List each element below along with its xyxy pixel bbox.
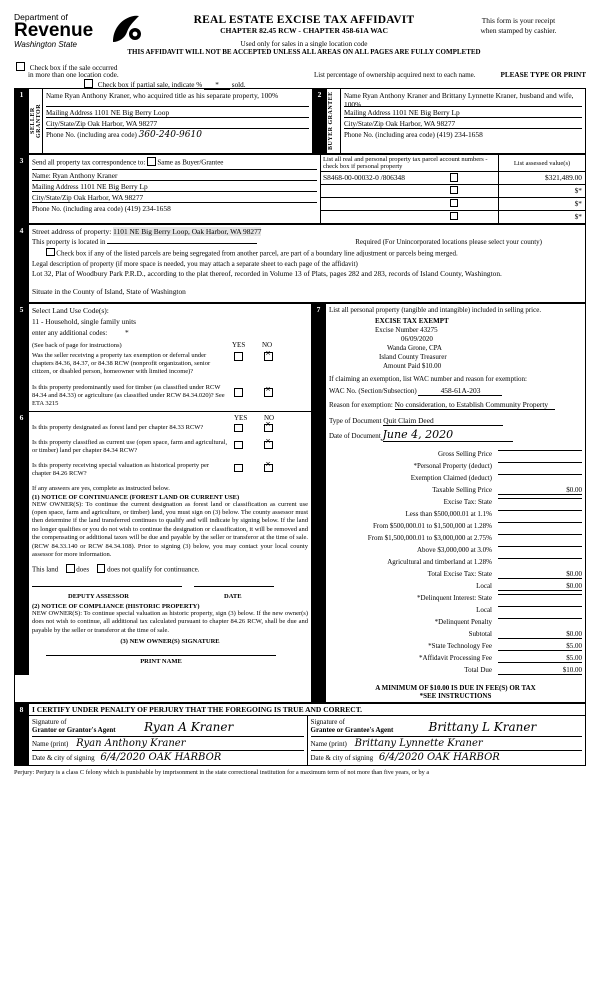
stamp-line2: Excise Number 43275 [375,326,438,334]
tax-value-12[interactable] [498,594,582,595]
affidavit-notice: THIS AFFIDAVIT WILL NOT BE ACCEPTED UNLESS ALL AREAS ON ALL PAGES ARE FULLY COMPLETED [127,48,481,56]
tax-label-9: Agricultural and timberland at 1.28% [387,558,492,566]
additional-codes-value[interactable]: * [125,328,129,337]
deputy-assessor-label: DEPUTY ASSESSOR [68,592,129,600]
section-4-number: 4 [15,224,29,303]
section-2-number: 2 [313,89,327,154]
doc-date-value[interactable]: June 4, 2020 [383,428,513,442]
doc-date-label: Date of Document [329,432,381,440]
tax-row-1 [329,462,582,474]
same-as-buyer-checkbox[interactable] [147,157,156,166]
please-type-note: PLEASE TYPE OR PRINT [500,71,586,79]
corr-mailing-row [32,180,317,191]
tax-label-3: Taxable Selling Price [432,486,492,494]
tax-value-9[interactable] [498,558,582,559]
corr-phone-label: Phone No. (including area code) [32,204,123,213]
s6-q2-yes-checkbox[interactable] [234,441,243,450]
parcel-number-3[interactable] [321,197,410,210]
tax-label-14: *Delinquent Penalty [434,618,492,626]
parcel-assessed-2[interactable]: $* [499,184,586,197]
partial-sale-pct[interactable]: * [204,81,230,90]
parcel-assessed-4[interactable]: $* [499,210,586,223]
document-header [14,10,586,58]
perjury-footer: Perjury: Perjury is a class C felony which is punishable by imprisonment in the state correctional institution for a maximum term of not more than five years, or by a [14,769,430,776]
seller-name-label: Name [46,92,63,100]
buyer-csz-label: City/State/Zip [344,120,384,128]
s6-q2-no-checkbox[interactable] [264,441,273,450]
tax-row-16 [329,642,582,654]
tax-value-2[interactable] [498,474,582,475]
ownership-pct-note: List percentage of ownership acquired next to each name. [314,71,476,79]
corr-phone-row [32,202,317,213]
s6-q1-yes-checkbox[interactable] [234,424,243,433]
land-use-code[interactable]: 11 - Household, single family units [32,317,137,326]
buyer-tab: BUYER GRANTEE [327,89,341,154]
segregation-row[interactable] [32,248,582,258]
seller-block [43,89,313,154]
section-5-table [15,304,311,411]
form-subtitle: CHAPTER 82.45 RCW - CHAPTER 458-61A WAC [220,26,388,35]
doc-type-value[interactable]: Quit Claim Deed [383,416,503,426]
s5-q1-row [32,352,308,382]
situate-line: Situate in the County of Island, State of Washington [32,287,186,296]
buyer-block [341,89,586,154]
notice2-title: (2) NOTICE OF COMPLIANCE (HISTORIC PROPERTY) [32,602,200,610]
grantor-sig-label1: Signature of [32,718,67,726]
grantor-date-label: Date & city of signing [32,754,95,762]
tax-row-9 [329,558,582,570]
s6-q2-row [32,439,308,459]
dept-line1: Department of [14,12,68,22]
segregation-label: Check box if any of the listed parcels are being segregated from another parcel, are part of a boundary line adjustment or parcels being merged. [56,249,458,257]
street-address-row [32,227,582,236]
s6-q1-label: Is this property designated as forest land per chapter 84.33 RCW? [32,423,204,431]
personal-property-header: List all personal property (tangible and intangible) included in selling price. [329,306,542,314]
tax-label-15: Subtotal [468,630,492,638]
tax-value-11[interactable]: $0.00 [498,582,582,591]
stamp-line6: Amount Paid $10.00 [383,362,442,370]
tax-row-17 [329,654,582,666]
dept-line2: Revenue [14,20,94,41]
tax-value-13[interactable] [498,606,582,607]
left-column [15,304,312,703]
street-address-value[interactable]: 1101 NE Big Berry Loop, Oak Harbor, WA 98277 [113,226,262,236]
wac-label: WAC No. (Section/Subsection) [329,387,417,395]
s5-no-header: NO [262,341,273,349]
new-owner-signature-line[interactable] [46,655,276,656]
parcel-number-4[interactable] [321,210,410,223]
s5-q1-yes-checkbox[interactable] [234,352,243,361]
segregation-checkbox[interactable] [46,248,55,257]
sections-567-table [14,303,586,703]
parcel-pp-check-1[interactable] [410,172,499,185]
section-5-number: 5 [15,304,29,411]
s6-if-any-note: If any answers are yes, complete as instructed below. [32,484,170,492]
seller-csz-label: City/State/Zip [46,120,86,128]
tax-value-17[interactable]: $5.00 [498,654,582,663]
tax-label-17: *Affidavit Processing Fee [419,654,492,662]
grantor-signature[interactable]: Ryan A Kraner [144,720,234,734]
tax-value-14[interactable] [498,618,582,619]
parties-table [14,88,586,154]
parcel-number-2[interactable] [321,184,410,197]
form-title: REAL ESTATE EXCISE TAX AFFIDAVIT [193,14,415,26]
wac-value[interactable]: 458-61A-203 [418,386,502,396]
see-back-note: (See back of page for instructions) [32,342,122,349]
parcel-assessed-1[interactable]: $321,489.00 [499,172,586,185]
sale-occurred-label: Check box if the sale occurred [29,64,118,72]
notice1-body: NEW OWNER(S): To continue the current designation as forest land or classification as current use (open space, farm and agriculture, or timber) land, you must sign on (3) below. The county assessor must then determine if the land transferred continues to qualify and will indicate by signing below. If the land no longer qualifies or you do not wish to continue the designation or classification, it will be removed and the compensating or additional taxes will be due and payable by the seller or transferor at the time of sale. (RCW 84.33.140 or RCW 84.34.108). Prior to signing (3) below, you may contact your local county assessor for more information. [32,500,308,559]
s6-q1-row [32,424,308,436]
assessed-header: List assessed value(s) [513,159,571,167]
tax-label-1: *Personal Property (deduct) [413,462,492,470]
does-not-label: does not [107,565,131,574]
corr-csz-label: City/State/Zip [32,193,72,202]
parcel-pp-check-2[interactable] [410,184,499,197]
stamp-line4: Wanda Grone, CPA [387,344,442,352]
buyer-phone-value[interactable]: (419) 234-1658 [436,130,483,139]
tax-label-16: *State Technology Fee [428,642,492,650]
receipt-line1: This form is your receipt [481,16,556,25]
qualify-label: qualify for continuance. [132,565,200,574]
sale-occurred-checkbox[interactable] [16,62,25,71]
tax-row-15 [329,630,582,642]
buyer-phone-label: Phone No. (including area code) [344,131,435,139]
s6-q3-label: Is this property receiving special valuation as historical property per chapter 84.26 RCW? [32,461,210,478]
tax-row-6 [329,522,582,534]
corr-name-label: Name: [32,171,51,180]
tax-row-7 [329,534,582,546]
deputy-assessor-date[interactable] [194,586,274,587]
partial-sale-label: Check box if partial sale, indicate % [97,81,203,89]
grantor-sign-block [29,716,307,765]
s6-q3-yes-checkbox[interactable] [234,464,243,473]
partial-sale-check[interactable] [84,79,246,90]
grantee-name-value[interactable]: Brittany Lynnette Kraner [354,738,483,749]
wac-row [329,386,582,396]
buyer-mailing-label: Mailing Address [344,109,391,117]
buyer-csz-row [344,117,582,128]
sale-occurred-label2: in more than one location code. [28,71,119,79]
doc-date-row [329,428,582,442]
property-address-block [29,224,586,303]
tax-value-18[interactable]: $10.00 [498,666,582,675]
corr-mailing-value[interactable]: 1101 NE Big Berry Lp [80,181,148,191]
tax-calc-table [329,450,582,678]
seller-csz-row [46,117,309,128]
form-title-block [164,14,444,35]
s5-q2-row [32,384,308,409]
reason-label: Reason for exemption: [329,401,393,409]
doc-type-label: Type of Document [329,417,382,425]
grantee-signature[interactable]: Brittany L Kraner [428,720,537,734]
section-8-number: 8 [15,704,29,766]
section-4-table [14,224,586,304]
tax-row-5 [329,510,582,522]
s6-q1-no-checkbox[interactable] [264,424,273,433]
partial-sale-checkbox[interactable] [84,79,93,88]
parcel-number-1[interactable]: S8468-00-00032-0 /806348 [321,172,410,185]
s6-yes-header: YES [234,413,248,422]
s5-yes-header: YES [232,341,246,349]
tax-value-3[interactable]: $0.00 [498,486,582,495]
reason-value[interactable]: No consideration, to Establish Community Property [395,400,555,410]
tax-label-12: *Delinquent Interest: State [416,594,492,602]
certification-block [29,704,586,766]
stamp-line3: 06/09/2020 [401,335,433,343]
tax-value-6[interactable] [498,522,582,523]
section-7-number: 7 [312,304,326,702]
does-label: does [76,565,90,574]
buyer-name-value[interactable]: Ryan Anthony Kraner and Brittany Lynnette Kraner, husband and wife, 100% [344,91,574,109]
tax-row-3 [329,486,582,498]
seller-phone-row [46,128,309,140]
legal-description-label: Legal description of property (if more space is needed, you may attach a separate sheet to each page of the affidavit) [32,260,358,268]
dept-line3: Washington State [14,40,78,49]
tax-value-15[interactable]: $0.00 [498,630,582,639]
seller-name-row [46,91,309,106]
tax-value-0[interactable] [498,450,582,451]
located-required-note: Required (For Unincorporated locations please select your county) [355,237,542,246]
tax-label-10: Total Excise Tax: State [427,570,492,578]
parcel-assessed-3[interactable]: $* [499,197,586,210]
section-3-table [14,154,586,224]
land-use-label: Select Land Use Code(s): [32,306,109,315]
s5-q2-no-checkbox[interactable] [264,388,273,397]
deputy-assessor-sig[interactable] [32,586,182,587]
tax-row-4 [329,498,582,510]
section-1-number: 1 [15,89,29,154]
seller-mailing-label: Mailing Address [46,109,93,117]
tax-label-0: Gross Selling Price [437,450,492,458]
seller-csz-value[interactable]: Oak Harbor, WA 98277 [87,119,158,128]
seller-tab: SELLER GRANTOR [29,89,43,154]
does-not-checkbox[interactable] [97,564,106,573]
grantor-name-value[interactable]: Ryan Anthony Kraner [76,738,186,749]
tax-row-0 [329,450,582,462]
corr-mailing-label: Mailing Address [32,182,79,191]
notice1-title: (1) NOTICE OF CONTINUANCE (FOREST LAND OR CURRENT USE) [32,493,240,501]
section-3-number: 3 [15,155,29,224]
grantor-name-label: Name (print) [32,740,69,748]
same-as-buyer-label: Same as Buyer/Grantee [157,158,224,167]
seller-phone-label: Phone No. (including area code) [46,131,137,139]
corr-csz-row [32,191,317,202]
s6-no-header: NO [264,413,275,422]
revenue-swirl-icon [109,12,143,46]
certify-statement: I CERTIFY UNDER PENALTY OF PERJURY THAT THE FOREGOING IS TRUE AND CORRECT. [29,704,585,716]
tax-row-13 [329,606,582,618]
this-land-row [32,564,308,574]
tax-label-5: Less than $500,000.01 at 1.1% [405,510,492,518]
send-correspondence-row [32,157,317,167]
grantor-sig-label2: Grantor or Grantor's Agent [32,726,116,734]
top-check-row [14,62,586,89]
this-land-label: This land [32,565,59,574]
legal-description-value[interactable]: Lot 32, Plat of Woodbury Park P.R.D., according to the plat thereof, recorded in Volume 13 of Plats, pages 282 and 283, records of Island County, Washington. [32,269,502,278]
grantee-sig-label1: Signature of [310,718,345,726]
tax-label-11: Local [476,582,492,590]
corr-phone-value[interactable]: (419) 234-1658 [124,203,171,213]
s6-q3-row [32,462,308,482]
deputy-date-label: DATE [224,592,242,600]
tax-value-5[interactable] [498,510,582,511]
receipt-note [451,16,586,36]
corr-name-row [32,169,317,180]
s5-q2-yes-checkbox[interactable] [234,388,243,397]
section-7-column [312,304,586,703]
partial-sale-sold: sold. [231,81,246,89]
s6-q3-no-checkbox[interactable] [264,464,273,473]
section-6-number: 6 [15,411,29,675]
corr-name-value[interactable]: Ryan Anthony Kraner [52,170,118,180]
parcel-pp-check-4[interactable] [410,210,499,223]
seller-name-value[interactable]: Ryan Anthony Kraner, who acquired title as his separate property, 100% [64,91,279,100]
tax-row-8 [329,546,582,558]
tax-value-16[interactable]: $5.00 [498,642,582,651]
tax-label-13: Local [476,606,492,614]
tax-row-18 [329,666,582,678]
section-8-table [14,703,586,766]
tax-label-4: Excise Tax: State [443,498,492,506]
buyer-mailing-value[interactable]: 1101 NE Big Berry Lp [392,108,460,117]
tax-label-2: Exemption Claimed (deduct) [410,474,492,482]
tax-row-10 [329,570,582,582]
see-instructions-note: *SEE INSTRUCTIONS [419,692,492,700]
seller-mailing-value[interactable]: 1101 NE Big Berry Loop [94,108,170,117]
s5-q1-no-checkbox[interactable] [264,352,273,361]
grantee-date-value[interactable]: 6/4/2020 OAK HARBOR [378,752,500,763]
buyer-csz-value[interactable]: Oak Harbor, WA 98277 [385,119,456,128]
stamp-line1: EXCISE TAX EXEMPT [375,317,449,325]
tax-label-7: From $1,500,000.01 to $3,000,000 at 2.75% [367,534,492,542]
grantee-date-label: Date & city of signing [310,754,374,762]
buyer-phone-row [344,128,582,139]
s5-q2-label: Is this property predominantly used for timber (as classified under RCW 84.34 and 84.33) or agriculture (as classified under RCW 84.34.020)? See ETA 3215 [32,384,225,408]
tax-label-8: Above $3,000,000 at 3.0% [416,546,492,554]
exemption-claim-note: If claiming an exemption, list WAC number and reason for exemption: [329,375,527,383]
tax-value-8[interactable] [498,546,582,547]
does-checkbox[interactable] [66,564,75,573]
grantee-sig-label2: Grantee or Grantee's Agent [310,726,394,734]
section-6-table [15,411,311,676]
seller-mailing-row [46,106,309,117]
reason-row [329,400,582,410]
send-correspondence-label: Send all property tax correspondence to: [32,158,146,167]
grantor-date-value[interactable]: 6/4/2020 OAK HARBOR [100,752,222,763]
tax-label-6: From $500,000.01 to $1,500,000 at 1.28% [373,522,492,530]
doc-type-row [329,416,582,426]
grantee-sign-block [307,716,585,765]
tax-value-1[interactable] [498,462,582,463]
tax-value-7[interactable] [498,534,582,535]
tax-row-12 [329,594,582,606]
located-in-value[interactable] [107,243,257,244]
s6-q2-label: Is this property classified as current use (open space, farm and agricultural, or timber) land per chapter 84.34 RCW? [32,438,228,455]
street-address-label: Street address of property: [32,226,112,236]
corr-csz-value[interactable]: Oak Harbor, WA 98277 [73,192,144,202]
located-in-label: This property is located in [32,237,106,246]
parcel-header: List all real and personal property tax parcel account numbers - check box if personal property [321,155,499,172]
tax-row-14 [329,618,582,630]
grantee-name-label: Name (print) [310,740,347,748]
parcel-pp-check-3[interactable] [410,197,499,210]
buyer-name-label: Name [344,92,361,100]
located-in-row [32,238,582,246]
seller-phone-value[interactable]: 360-240-9610 [138,130,202,140]
tax-row-11 [329,582,582,594]
tax-label-18: Total Due [464,666,492,674]
tax-row-2 [329,474,582,486]
notice2-body: NEW OWNER(S): To continue special valuation as historic property, sign (3) below. If the new owner(s) does not wish to continue, all additional tax calculated pursuant to chapter 84.26 RCW, shall be due and payable by the seller or transferor at the time of sale. [32,609,308,634]
additional-codes-label: enter any additional codes: [32,329,108,337]
tax-value-10[interactable]: $0.00 [498,570,582,579]
receipt-line2: when stamped by cashier. [480,26,557,35]
tax-value-4[interactable] [498,498,582,499]
correspondence-block [29,155,321,224]
minimum-due-note: A MINIMUM OF $10.00 IS DUE IN FEE(S) OR TAX [375,684,536,692]
buyer-mailing-row [344,106,582,117]
print-name-label: PRINT NAME [140,658,182,666]
stamp-line5: Island County Treasurer [379,353,447,361]
parcel-block [321,155,586,224]
excise-tax-stamp [357,317,582,371]
used-only-note: Used only for sales in a single location code [240,40,368,48]
notice3-title: (3) NEW OWNER(S) SIGNATURE [120,638,220,646]
buyer-name-row [344,91,582,109]
s5-q1-label: Was the seller receiving a property tax exemption or deferral under chapters 84.36, 84.37, or 84.38 RCW (nonprofit organization, senior citizen, or disabled person, homeowner with limited income)? [32,352,211,376]
additional-codes-row [32,328,308,337]
